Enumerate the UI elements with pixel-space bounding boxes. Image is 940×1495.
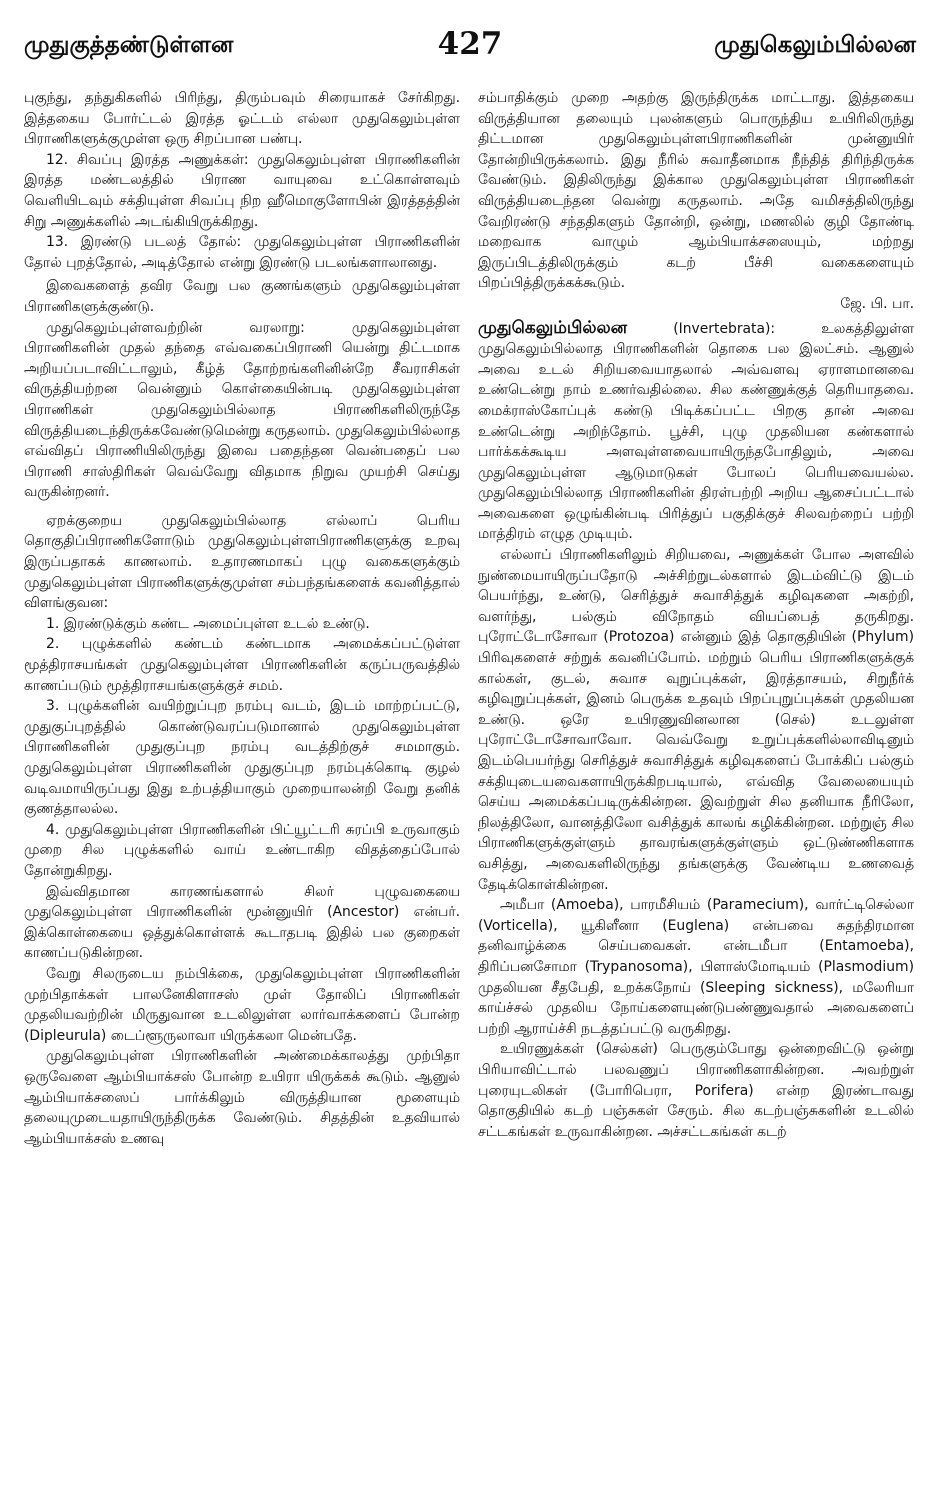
numbered-point-4: 4. முதுகெலும்புள்ள பிராணிகளின் பிட்யூட்டரி சுரப்பி உருவாகும் முறை சில புழுக்களில் வாய் உண்டாகிற விதத்தைப்போல் தோன்றுகிறது. xyxy=(24,821,460,879)
history-paragraph: முதுகெலும்புள்ளவற்றின் வரலாறு: முதுகெலும்புள்ள பிராணிகளின் முதல் தந்தை எவ்வகைப்பிராணி யென்று திட்டமாக அறியப்படாவிட்டாலும், கீழ்த் தோற்றங்களினின்றே சீவராசிகள் விருத்தியற்றன வென்னும் கொள்கையின்படி முதுகெலும்புள்ள பிராணிகள் முதுகெலும்பில்லாத பிராணிகளிலிருந்தே விருத்தியடைந்திருக்கவேண்டுமென்று கருதலாம். முதுகெலும்பில்லாத எவ்விதப் பிராணியிலிருந்து இவை பதைந்தன வென்பதைப் பல பிராணி சாஸ்திரிகள் வெவ்வேறு விதமாக நிறுவ முயற்சி செய்து வருகின்றனர். xyxy=(24,319,460,501)
paragraph: எல்லாப் பிராணிகளிலும் சிறியவை, அணுக்கள் போல அளவில் நுண்மையாயிருப்பதோடு அச்சிற்றுடல்களால் இடம்விட்டு இடம் பெயர்ந்து, உண்டு, செரித்துச் சுவாசித்துக் கழிவுகளை அகற்றி, வளர்ந்து, பல்கும் விநோதம் வியப்பைத் தருகிறது. புரோட்டோசோவா (Protozoa) என்னும் இத் தொகுதியின் (Phylum) பிரிவுகளைச் சற்றுக் கவனிப்போம். மற்றும் பெரிய பிராணிகளுக்குக் கால்கள், குடல், சுவாச வுறுப்புக்கள், இரத்தாசயம், சிறுநீர்க் கழிவுறுப்புக்கள், இனம் பெருக்க உதவும் பிறப்புறுப்புக்கள் முதலியன உண்டு. ஒரே உயிரணுவினலான (செல்) உடலுள்ள புரோட்டோசோவாவோ. வெவ்வேறு உறுப்புக்களில்லாவிடினும் இடம்பெயர்ந்து செரித்துச் சுவாசித்துக் கழிவுகளைப் போக்கிப் பல்கும் சக்தியுடையவைகளாயிருக்கிறபடியால், எவ்வித வேலையையும் செய்ய அமைக்கப்படிருக்கின்றன. இவற்றுள் சில தனியாக நீரிலோ, நிலத்திலோ, வானத்திலோ வசித்துக் காலங் கழிக்கின்றன. மற்றுஞ் சில பிராணிகளுக்குள்ளும் தாவரங்களுக்குள்ளும் ஒட்டுண்ணிகளாக வசித்து, அவைகளிலிருந்து தங்களுக்கு வேண்டிய உணவைத் தேடிக்கொள்கின்றன. xyxy=(478,547,914,893)
entry-title: முதுகெலும்பில்லன xyxy=(478,317,628,338)
paragraph: ஏறக்குறைய முதுகெலும்பில்லாத எல்லாப் பெரிய தொகுதிப்பிராணிகளோடும் முதுகெலும்புள்ளபிராணிகளுக்கு உறவு இருப்பதாகக் காணலாம். உதாரணமாகப் புழு வகைகளுக்கும் முதுகெலும்புள்ள பிராணிகளுக்குமுள்ள சம்பந்தங்களைக் கவனித்தால் விளங்குவன: xyxy=(24,512,460,612)
author-signature: ஜே. பி. பா. xyxy=(840,295,914,312)
paragraph: இவ்விதமான காரணங்களால் சிலர் புழுவகையை முதுகெலும்புள்ள பிராணிகளின் மூன்னுயிர் (Ancestor) என்பர். இக்கொள்கையை ஒத்துக்கொள்ளக் கூடாதபடி இதில் பல குறைகள் காணப்படுகின்றன. xyxy=(24,883,460,962)
paragraph: வேறு சிலருடைய நம்பிக்கை, முதுகெலும்புள்ள பிராணிகளின் முற்பிதாக்கள் பாலனேகிளாசஸ் முள் தோலிப் பிராணிகள் முதலியவற்றின் மிருதுவான உடலிலுள்ள லார்வாக்களைப் போன்ற (Dipleurula) டைப்ளூருலாவா யிருக்கலா மென்பதே. xyxy=(24,965,460,1044)
page-header xyxy=(24,26,916,70)
page-number: 427 xyxy=(437,26,503,62)
continued-paragraph: சம்பாதிக்கும் முறை அதற்கு இருந்திருக்க மாட்டாது. இத்தகைய விருத்தியான தலையும் புலன்களும் பொருந்திய உயிரிலிருந்து திட்டமான முதுகெலும்புள்ளபிராணிகளின் முன்னுயிர் தோன்றியிருக்கலாம். இது நீரில் சுவாதீனமாக நீந்தித் திரிந்திருக்க வேண்டும். இதிலிருந்து இக்கால முதுகெலும்புள்ள பிராணிகள் விருத்தியடைந்தன வென்று கருதலாம். அதே வமிசத்திலிருந்து வேறிரண்டு சந்ததிகளும் தோன்றி, ஒன்று, மணலில் குழி தோண்டி மறைவாக வாழும் ஆம்பியாக்சஸையும், மற்றது இருப்பிடத்திலிருக்கும் கடற் பீச்சி வகைகளையும் பிறப்பித்திருக்கக்கூடும். xyxy=(478,90,914,292)
right-column xyxy=(478,88,914,1142)
paragraph: முதுகெலும்புள்ள பிராணிகளின் அண்மைக்காலத்து முற்பிதா ஒருவேளை ஆம்பியாக்சஸ் போன்ற உயிரா யிருக்கக் கூடும். ஆனுல் ஆம்பியாக்சஸைப் பார்க்கிலும் விருத்தியான மூளையும் தலையுமுடையதாயிருந்திருக்க வேண்டும். சிதத்தின் உதவியால் ஆம்பியாக்சஸ் உணவு xyxy=(24,1048,460,1147)
numbered-point-1: 1. இரண்டுக்கும் கண்ட அமைப்புள்ள உடல் உண்டு. xyxy=(46,615,370,632)
paragraph: புகுந்து, தந்துகிகளில் பிரிந்து, திரும்பவும் சிரையாகச் சேர்கிறது. இத்தகைய போர்ட்டல் இரத்த ஓட்டம் எல்லா முதுகெலும்புள்ள பிராணிகளுக்குமுள்ள ஒரு சிறப்பான பண்பு. xyxy=(24,90,460,148)
running-head-left: முதுகுத்தண்டுள்ளன xyxy=(24,32,234,58)
numbered-point-12: 12. சிவப்பு இரத்த அணுக்கள்: முதுகெலும்புள்ள பிராணிகளின் இரத்த மண்டலத்தில் பிராண வாயுவை உட்கொள்ளவும் வெளியிடவும் சக்தியுள்ள சிவப்பு நிற ஹீமொகுளோபின் இரத்தத்தின் சிறு அணுக்களில் அடங்கியிருக்கிறது. xyxy=(24,151,460,230)
running-head-right: முதுகெலும்பில்லன xyxy=(714,32,916,58)
left-column xyxy=(24,88,460,1149)
paragraph: உயிரணுக்கள் (செல்கள்) பெருகும்போது ஒன்றைவிட்டு ஒன்று பிரியாவிட்டால் பலவணுப் பிராணிகளாகின்றன. அவற்றுள் புரையுடலிகள் (போரிபெரா, Porifera) என்ற இரண்டாவது தொகுதியில் கடற் பஞ்சுகள் சேரும். சில கடற்பஞ்சுகளின் உடலில் சட்டகங்கள் உருவாகின்றன. அச்சட்டகங்கள் கடற் xyxy=(478,1041,914,1140)
paragraph: அமீபா (Amoeba), பாரமீசியம் (Paramecium), வார்ட்டிசெல்லா (Vorticella), யூகிளீனா (Euglena) என்பவை சுதந்திரமான தனிவாழ்க்கை செய்பவைகள். என்டமீபா (Entamoeba), திரிப்பனசோமா (Trypanosoma), பிளாஸ்மோடியம் (Plasmodium) முதலியன சீதபேதி, உறக்கநோய் (Sleeping sickness), மலேரியா காய்ச்சல் முதலிய நோய்களையுண்டுபண்ணுவதால் அவைகளைப் பற்றி ஆராய்ச்சி நடத்தப்பட்டு வருகிறது. xyxy=(478,897,914,1037)
numbered-point-3: 3. புழுக்களின் வயிற்றுப்புற நரம்பு வடம், இடம் மாற்றப்பட்டு, முதுகுப்புறத்தில் கொண்டுவரப்படுமானால் முதுகெலும்புள்ள பிராணிகளின் முதுகுப்புற நரம்பு வடத்திற்குச் சமமாகும். முதுகெலும்புள்ள பிராணிகளின் முதுகுப்புற நரம்புக்கொடி குழல் வடிவமாயிருப்பது இது உற்பத்தியாகும் முறையாலன்றி வேறு தனிக் குணத்தாலல்ல. xyxy=(24,698,460,818)
numbered-point-13: 13. இரண்டு படலத் தோல்: முதுகெலும்புள்ள பிராணிகளின் தோல் புறத்தோல், அடித்தோல் என்று இரண்டு படலங்களாலானது. xyxy=(24,234,460,271)
entry-title-english: (Invertebrata): xyxy=(673,320,776,337)
entry-paragraph-first xyxy=(478,318,914,546)
numbered-point-2: 2. புழுக்களில் கண்டம் கண்டமாக அமைக்கப்பட்டுள்ள மூத்திராசயங்கள் முதுகெலும்புள்ள பிராணிகளின் கருப்பருவத்தில் காணப்படும் மூத்திராசயங்களுக்குச் சமம். xyxy=(24,636,460,694)
paragraph: இவைகளைத் தவிர வேறு பல குணங்களும் முதுகெலும்புள்ள பிராணிகளுக்குண்டு. xyxy=(24,278,460,315)
entry-text: உலகத்திலுள்ள முதுகெலும்பில்லாத பிராணிகளின் தொகை பல இலட்சம். ஆனுல் அவை உடல் சிறியவையாதலால் அவ்வளவு ஏராளமானவை உண்டென்று நாம் உணர்வதில்லை. சில கண்ணுக்குத் தெரியாதவை. மைக்ராஸ்கோப்புக் கண்டு பிடிக்கப்பட்ட பிறகு தான் அவை உண்டென்று அறிந்தோம். பூச்சி, புழு முதலியன கண்களால் பார்க்கக்கூடிய அளவுள்ளவையாயிருந்தபோதிலும், அவை முதுகெலும்புள்ள ஆடுமாடுகள் போலப் பெரியவையல்ல. முதுகெலும்பில்லாத பிராணிகளின் திரள்பற்றி அறிய ஆசைப்பட்டால் அவைகளை ஒழுங்கின்படி பிரித்துப் பகுதிக்குச் சிலவற்றைப் பற்றி மாத்திரம் எழுத முடியும். xyxy=(478,320,915,543)
